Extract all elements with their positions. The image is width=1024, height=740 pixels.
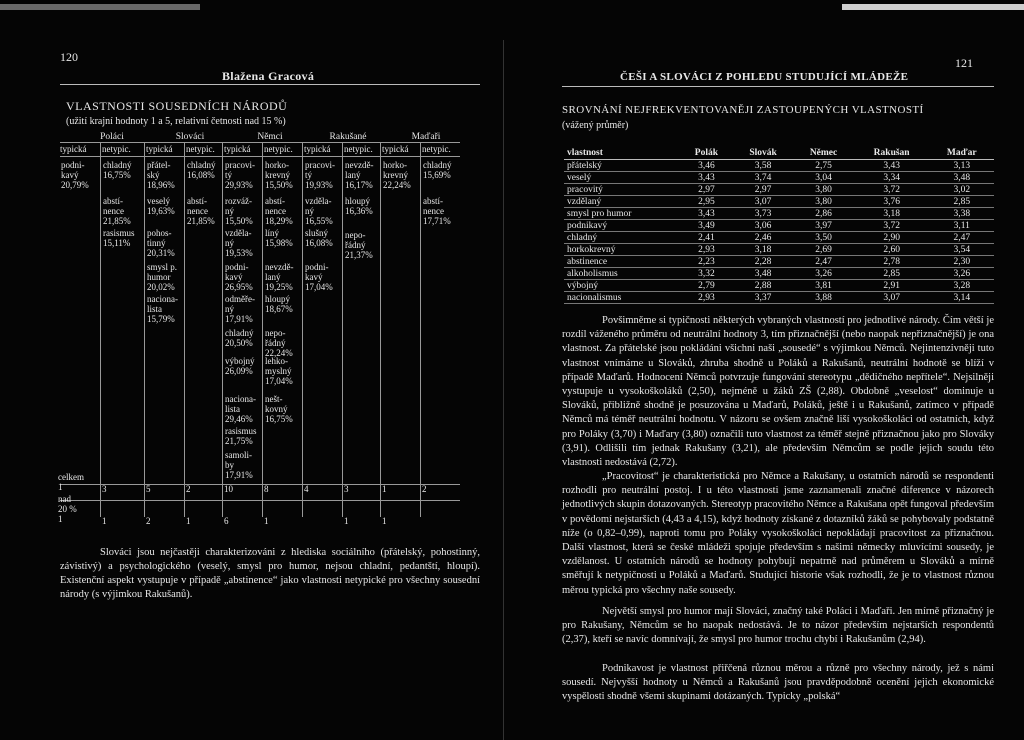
sub-header: netypic. <box>264 144 293 154</box>
value-cell: 3,81 <box>793 280 853 292</box>
table-cell: přátel- ský 18,96% <box>147 160 175 190</box>
value-cell: 3,28 <box>930 280 994 292</box>
group-header: Rakušané <box>329 132 367 142</box>
summary-cell: 8 <box>264 484 269 494</box>
table-divider <box>420 142 421 517</box>
table-divider <box>222 142 223 517</box>
summary-cell: 1 <box>264 516 269 526</box>
table-cell: slušný 16,08% <box>305 228 333 248</box>
table-cell: lehko- myslný 17,04% <box>265 356 293 386</box>
value-cell: 2,88 <box>733 280 793 292</box>
col-header: Němec <box>793 147 853 160</box>
summary-cell: 10 <box>224 484 233 494</box>
table-cell: nevzdě- laný 16,17% <box>345 160 374 190</box>
summary-cell: 1 <box>102 516 107 526</box>
summary-cell: 4 <box>304 484 309 494</box>
value-cell: 2,30 <box>930 256 994 268</box>
summary-cell: 2 <box>422 484 427 494</box>
table-cell: chladný 16,75% <box>103 160 132 180</box>
value-cell: 2,79 <box>680 280 733 292</box>
table-cell: odměře- ný 17,91% <box>225 294 255 324</box>
property-name: výbojný <box>564 280 680 292</box>
sub-header: netypic. <box>102 144 131 154</box>
table-cell: nevzdě- laný 19,25% <box>265 262 294 292</box>
value-cell: 3,49 <box>680 220 733 232</box>
value-cell: 3,43 <box>680 208 733 220</box>
value-cell: 3,34 <box>854 172 930 184</box>
value-cell: 3,50 <box>793 232 853 244</box>
value-cell: 3,13 <box>930 160 994 172</box>
table-cell: veselý 19,63% <box>147 196 175 216</box>
table-cell: abstí- nence 21,85% <box>103 196 131 226</box>
col-header: Rakušan <box>854 147 930 160</box>
value-cell: 2,47 <box>930 232 994 244</box>
sub-header: netypic. <box>344 144 373 154</box>
col-header: Polák <box>680 147 733 160</box>
summary-cell: 3 <box>102 484 107 494</box>
value-cell: 3,97 <box>793 220 853 232</box>
value-cell: 2,97 <box>733 184 793 196</box>
value-cell: 2,97 <box>680 184 733 196</box>
table-rule <box>60 484 460 485</box>
table-divider <box>380 142 381 517</box>
left-subtitle: (užití krajní hodnoty 1 a 5, relativní četnosti nad 15 %) <box>66 116 286 127</box>
right-subtitle: (vážený průměr) <box>562 120 629 131</box>
comparison-table <box>564 147 994 304</box>
table-cell: líný 15,98% <box>265 228 293 248</box>
table-row <box>564 256 994 268</box>
summary-cell: 6 <box>224 516 229 526</box>
table-row <box>564 220 994 232</box>
value-cell: 2,46 <box>733 232 793 244</box>
property-name: alkoholismus <box>564 268 680 280</box>
value-cell: 2,85 <box>930 196 994 208</box>
value-cell: 2,90 <box>854 232 930 244</box>
table-cell: výbojný 26,09% <box>225 356 255 376</box>
value-cell: 3,14 <box>930 292 994 304</box>
summary-cell: 1 <box>344 516 349 526</box>
table-cell: smysl p. humor 20,02% <box>147 262 178 292</box>
group-header: Poláci <box>100 132 124 142</box>
table-cell: vzděla- ný 19,53% <box>225 228 253 258</box>
right-paragraph-1: Povšimněme si typičnosti některých vybraných vlastností pro jednotlivé národy. Čím větší je rozdíl váženého průměru od neutrální hodnoty 3, tím přiznačnější (nebo naopak nepřiznačnější) je ona vlastnost. Za přátelské jsou pokládáni všichni naši „sousedé“ s výjimkou Němců. Nejintenzivněji tuto vlastnost vnímáme u Slováků, zhruba shodně u Poláků a Rakušanů, neutrální hodnotě se blíží v případě Maďarů. Hodnocení Němců potvrzuje fungování stereotypu „dědičného nepřítele“. Nejsilněji vystupuje u vysokoškoláků (2,50), nejméně u žáků ZŠ (2,88). Obdobně „veselost“ dominuje u Slováků, přibližně shodně je posuzována u Maďarů, Poláků, ještě i u Rakušanů, zatímco v případě Němců má téměř neutrální hodnotu. V názoru se ovšem značně liší vysokoškoláci od ostatních, když pro Poláky (3,70) i Maďary (3,80) označili tuto vlastnost za téměř stejně přiznačnou jako pro Slováky (3,91). Odlišili tím jednak Rakušany (3,21), ale především Němcům se podle jejich soudu této vlastnosti nedostává (2,72). <box>562 315 994 469</box>
table-cell: vzděla- ný 16,55% <box>305 196 333 226</box>
table-divider <box>184 142 185 517</box>
value-cell: 3,02 <box>930 184 994 196</box>
value-cell: 3,80 <box>793 184 853 196</box>
sub-header: typická <box>304 144 331 154</box>
table-row <box>564 292 994 304</box>
page-number-left: 120 <box>60 50 78 64</box>
summary-cell: 2 <box>186 484 191 494</box>
table-cell: podni- kavý 26,95% <box>225 262 253 292</box>
value-cell: 2,23 <box>680 256 733 268</box>
table-divider <box>342 142 343 517</box>
table-cell: abstí- nence 17,71% <box>423 196 451 226</box>
summary-cell: 5 <box>146 484 151 494</box>
table-divider <box>302 142 303 517</box>
table-cell: abstí- nence 21,85% <box>187 196 215 226</box>
table-cell: podni- kavý 17,04% <box>305 262 333 292</box>
table-cell: nepo- řádný 22,24% <box>265 328 293 358</box>
sub-header: typická <box>60 144 87 154</box>
table-row <box>564 280 994 292</box>
table-cell: rasismus 21,75% <box>225 426 257 446</box>
table-rule <box>60 142 460 143</box>
value-cell: 3,26 <box>930 268 994 280</box>
table-row <box>564 172 994 184</box>
value-cell: 3,11 <box>930 220 994 232</box>
value-cell: 3,26 <box>793 268 853 280</box>
value-cell: 3,72 <box>854 220 930 232</box>
table-cell: chladný 15,69% <box>423 160 452 180</box>
value-cell: 3,72 <box>854 184 930 196</box>
group-header: Němci <box>257 132 283 142</box>
value-cell: 3,18 <box>733 244 793 256</box>
value-cell: 2,75 <box>793 160 853 172</box>
table-row <box>564 160 994 172</box>
running-head-left: Blažena Gracová <box>222 69 315 83</box>
col-header: Slovák <box>733 147 793 160</box>
table-body <box>564 160 994 304</box>
value-cell: 3,06 <box>733 220 793 232</box>
table-divider <box>100 142 101 517</box>
value-cell: 2,85 <box>854 268 930 280</box>
summary-cell: 1 <box>382 484 387 494</box>
table-cell: podni- kavý 20,79% <box>61 160 89 190</box>
col-header: Maďar <box>930 147 994 160</box>
property-name: chladný <box>564 232 680 244</box>
table-header-row <box>564 147 994 160</box>
table-rule <box>60 500 460 501</box>
table-cell: rozváž- ný 15,50% <box>225 196 253 226</box>
row-label-celkem: celkem 1 <box>58 472 84 492</box>
property-name: nacionalismus <box>564 292 680 304</box>
table-row <box>564 232 994 244</box>
table-cell: pracovi- tý 19,93% <box>305 160 335 190</box>
property-name: horkokrevný <box>564 244 680 256</box>
right-paragraph-4: Podnikavost je vlastnost přiřčená různou měrou a různě pro všechny národy, jež s námi sousedí. Nejvyšší hodnoty u Němců a Rakušanů jsou pravděpodobně ocenění jejich ekonomické vyspělosti shodně všemi skupinami dotázaných. Typicky „polská“ <box>562 663 994 703</box>
value-cell: 3,48 <box>733 268 793 280</box>
table-rule <box>60 156 460 157</box>
table-cell: horko- krevný 22,24% <box>383 160 411 190</box>
table-row <box>564 208 994 220</box>
value-cell: 3,18 <box>854 208 930 220</box>
value-cell: 2,91 <box>854 280 930 292</box>
table-row <box>564 244 994 256</box>
value-cell: 3,80 <box>793 196 853 208</box>
summary-cell: 3 <box>344 484 349 494</box>
table-cell: chladný 16,08% <box>187 160 216 180</box>
value-cell: 3,07 <box>733 196 793 208</box>
table-row <box>564 184 994 196</box>
value-cell: 2,93 <box>680 292 733 304</box>
table-cell: hloupý 16,36% <box>345 196 373 216</box>
value-cell: 3,48 <box>930 172 994 184</box>
value-cell: 3,46 <box>680 160 733 172</box>
value-cell: 2,95 <box>680 196 733 208</box>
table-cell: chladný 20,50% <box>225 328 254 348</box>
value-cell: 2,28 <box>733 256 793 268</box>
value-cell: 3,74 <box>733 172 793 184</box>
value-cell: 3,88 <box>793 292 853 304</box>
table-cell: samoli- by 17,91% <box>225 450 253 480</box>
value-cell: 2,86 <box>793 208 853 220</box>
table-cell: nepo- řádný 21,37% <box>345 230 373 260</box>
sub-header: netypic. <box>422 144 451 154</box>
table-cell: pracovi- tý 29,93% <box>225 160 255 190</box>
property-name: veselý <box>564 172 680 184</box>
table-cell: rasismus 15,11% <box>103 228 135 248</box>
left-page <box>0 0 510 740</box>
value-cell: 2,47 <box>793 256 853 268</box>
value-cell: 2,69 <box>793 244 853 256</box>
left-paragraph: Slováci jsou nejčastěji charakterizováni z hlediska sociálního (přátelský, pohostinný, závistivý) a psychologického (veselý, smysl pro humor, nejsou chladní, pedantští, hloupí). Existenční aspekt vystupuje v případě „abstinence“ jako vlastnosti netypické pro všechny sousední národy (s výjimkou Rakušanů). <box>60 547 480 600</box>
value-cell: 3,07 <box>854 292 930 304</box>
table-divider <box>144 142 145 517</box>
value-cell: 3,38 <box>930 208 994 220</box>
value-cell: 3,04 <box>793 172 853 184</box>
property-name: přátelský <box>564 160 680 172</box>
summary-cell: 1 <box>382 516 387 526</box>
right-paragraph-2: „Pracovitost“ je charakteristická pro Němce a Rakušany, u ostatních národů se respondenti rozhodli pro neutrální postoj. I u této vlastnosti jsme zaznamenali značné diference v názorech jednotlivých skupin dotazovaných. Stereotyp pracovitého Němce a Rakušana opět fungoval především v povědomí nejstarších (4,43 a 4,15), když hodnoty získané z dotazníků žáků se pohybovaly podstatně níže (o 0,82–0,99), naproti tomu pro Poláky vysokoškoláci nepokládají pracovitost za přiznačnou. Další vlastnost, která se české mládeži spojuje především s našimi německy mluvícími sousedy, je vzdělanost. U ostatních národů se hodnoty pohybují nepatrně nad průměrem u Slováků a mírně směřují k netypičnosti u Poláků a Maďarů. Studující historie však rozhodli, že je to vlastnost různou měrou typická pro všechny naše sousedy. <box>562 471 994 596</box>
left-title: VLASTNOSTI SOUSEDNÍCH NÁRODŮ <box>66 99 288 113</box>
page-number-right: 121 <box>955 56 973 70</box>
group-header: Maďaři <box>411 132 441 142</box>
property-name: vzdělaný <box>564 196 680 208</box>
summary-cell: 1 <box>186 516 191 526</box>
right-title: SROVNÁNÍ NEJFREKVENTOVANĚJI ZASTOUPENÝCH VLASTNOSTÍ <box>562 104 924 116</box>
value-cell: 2,78 <box>854 256 930 268</box>
value-cell: 2,41 <box>680 232 733 244</box>
value-cell: 3,43 <box>680 172 733 184</box>
property-name: pracovitý <box>564 184 680 196</box>
value-cell: 3,76 <box>854 196 930 208</box>
value-cell: 3,43 <box>854 160 930 172</box>
table-cell: nešt- kovný 16,75% <box>265 394 293 424</box>
summary-cell: 2 <box>146 516 151 526</box>
table-cell: naciona- lista 15,79% <box>147 294 178 324</box>
value-cell: 3,58 <box>733 160 793 172</box>
head-rule-left <box>60 84 480 85</box>
value-cell: 2,60 <box>854 244 930 256</box>
table-cell: abstí- nence 18,29% <box>265 196 293 226</box>
value-cell: 3,37 <box>733 292 793 304</box>
running-head-right: ČEŠI A SLOVÁCI Z POHLEDU STUDUJÍCÍ MLÁDEŽE <box>620 71 909 83</box>
table-cell: hloupý 18,67% <box>265 294 293 314</box>
table-cell: horko- krevný 15,50% <box>265 160 293 190</box>
row-label-nad: nad 20 % 1 <box>58 494 77 524</box>
col-header: vlastnost <box>564 147 680 160</box>
sub-header: typická <box>224 144 251 154</box>
value-cell: 3,32 <box>680 268 733 280</box>
left-table <box>60 132 480 530</box>
table-cell: naciona- lista 29,46% <box>225 394 256 424</box>
group-header: Slováci <box>175 132 205 142</box>
sub-header: typická <box>382 144 409 154</box>
value-cell: 3,73 <box>733 208 793 220</box>
sub-header: typická <box>146 144 173 154</box>
head-rule-right <box>562 86 994 87</box>
table-cell: pohos- tinný 20,31% <box>147 228 175 258</box>
table-row <box>564 268 994 280</box>
value-cell: 2,93 <box>680 244 733 256</box>
right-page <box>512 0 1024 740</box>
value-cell: 3,54 <box>930 244 994 256</box>
right-paragraph-3: Největší smysl pro humor mají Slováci, značný také Poláci i Maďaři. Jen mírně přiznačný je pro Rakušany, Němcům se ho naopak nedostává. Je to názor především nejstarších respondentů (2,37), kteří se navíc domnívají, že smysl pro humor trochu chybí i Rakušanům (2,94). <box>562 606 994 646</box>
property-name: abstinence <box>564 256 680 268</box>
property-name: smysl pro humor <box>564 208 680 220</box>
property-name: podnikavý <box>564 220 680 232</box>
table-divider <box>262 142 263 517</box>
sub-header: netypic. <box>186 144 215 154</box>
table-row <box>564 196 994 208</box>
